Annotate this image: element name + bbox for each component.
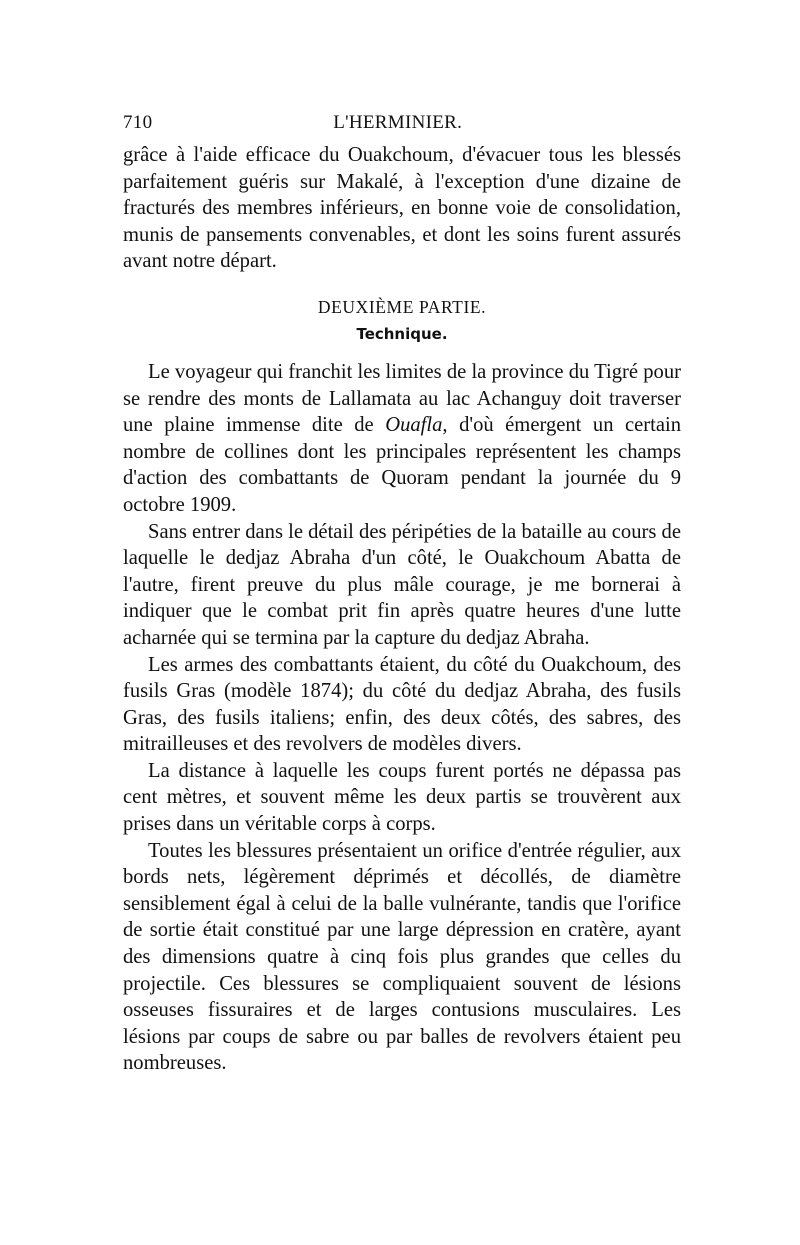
paragraph-text: , d'où émergent un certain nombre de collines dont les principales représentent les champs d'action des combattants de Quoram pendant la journée du 9 octobre 1909. <box>123 414 682 516</box>
running-title: L'HERMINIER. <box>333 112 463 133</box>
book-page <box>123 112 681 1077</box>
paragraph-weapons: Les armes des combattants étaient, du côté du Ouakchoum, des fusils Gras (modèle 1874); du côté du dedjaz Abraha, des fusils Gras, des fusils italiens; enfin, des deux côtés, des sabres, des mitrailleuses et des revolvers de modèles divers. <box>123 653 681 756</box>
continuation-paragraph: grâce à l'aide efficace du Ouakchoum, d'évacuer tous les blessés parfaitement guéris sur Makalé, à l'exception d'une dizaine de fracturés des membres inférieurs, en bonne voie de consolidation, munis de pansements convenables, et dont les soins furent assurés avant notre départ. <box>123 144 681 273</box>
section-subheading: Technique. <box>356 324 448 343</box>
running-header <box>123 112 681 142</box>
paragraph-plain-crossing <box>123 359 681 519</box>
paragraph-text: Le voyageur qui franchit les limites de la province du Tigré pour se rendre des monts de Lallamata au lac Achanguy doit traverser une plaine immense dite de <box>123 360 681 437</box>
paragraph-battle: Sans entrer dans le détail des péripéties de la bataille au cours de laquelle le dedjaz Abraha d'un côté, le Ouakchoum Abatta de l'autre, firent preuve du plus mâle courage, je me bornerai à indiquer que le combat prit fin après quatre heures d'une lutte acharnée qui se termina par la capture du dedjaz Abraha. <box>123 520 681 649</box>
place-name-italic: Ouafla <box>385 414 443 437</box>
paragraph-distance: La distance à laquelle les coups furent portés ne dépassa pas cent mètres, et souvent même les deux partis se trouvèrent aux prises dans un véritable corps à corps. <box>123 759 681 836</box>
page-number: 710 <box>123 112 153 133</box>
paragraph-wounds: Toutes les blessures présentaient un orifice d'entrée régulier, aux bords nets, légèrement déprimés et décollés, de diamètre sensiblement égal à celui de la balle vulnérante, tandis que l'orifice de sortie était constitué par une large dépression en cratère, ayant des dimensions quatre à cinq fois plus grandes que celles du projectile. Ces blessures se compliquaient souvent de lésions osseuses fissuraires et de larges contusions musculaires. Les lésions par coups de sabre ou par balles de revolvers étaient peu nombreuses. <box>123 839 681 1075</box>
section-heading: DEUXIÈME PARTIE. <box>317 296 487 317</box>
